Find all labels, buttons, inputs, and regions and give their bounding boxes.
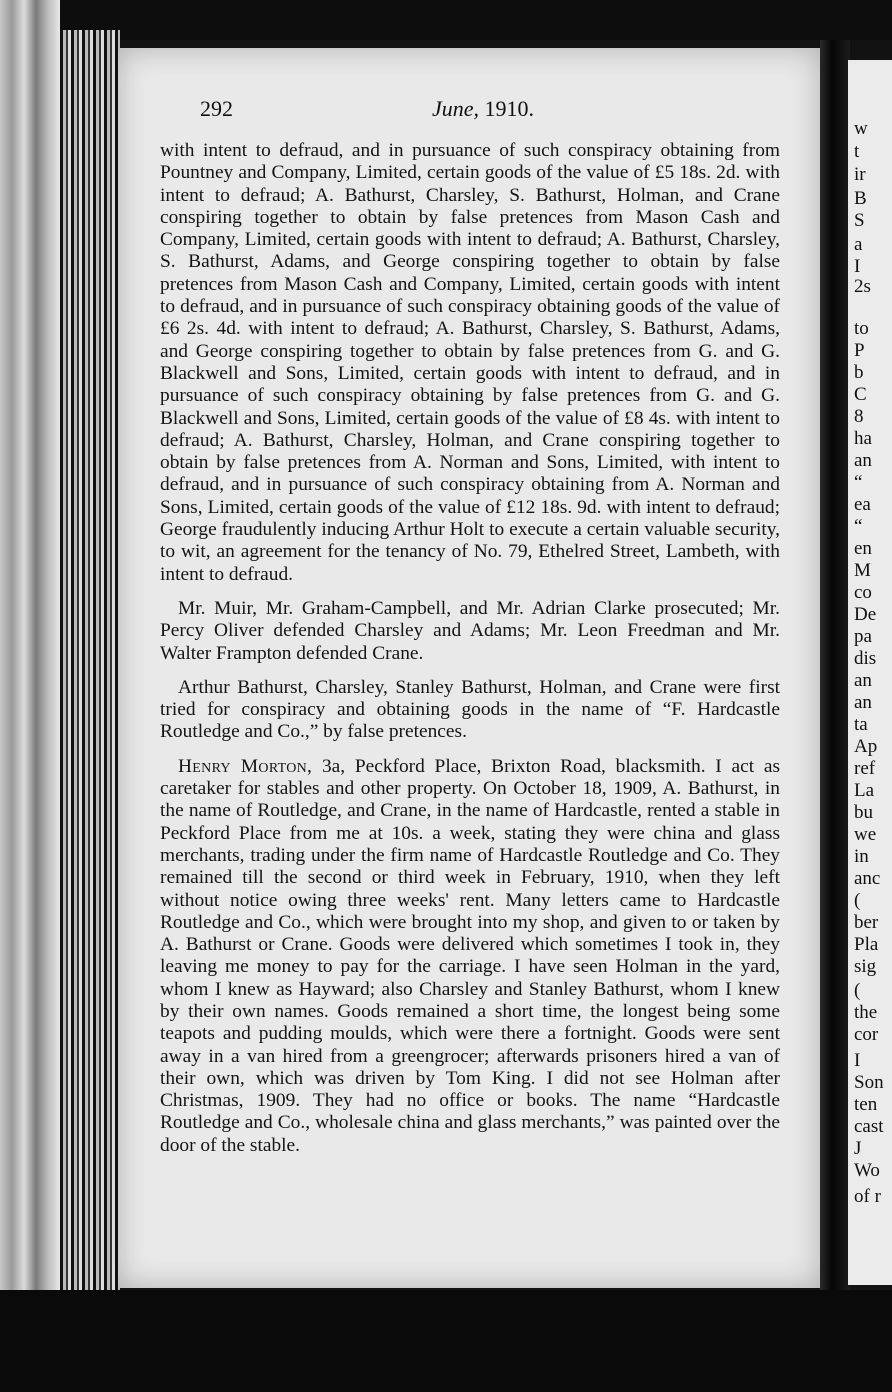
indictment-paragraph: with intent to defraud, and in pursuance of such conspiracy obtaining from Pountney and Company, Limited, certain goods of the value of £5 18s. 2d. with intent to defraud; A. Bathurst, Charsley, S. Bathurst, Holman, and Crane conspiring together to obtain by false pretences from Mason Cash and Company, Limited, certain goods with intent to defraud; A. Bathurst, Charsley, S. Bathurst, Adams, and George conspiring together to obtain by false pretences from Mason Cash and Company, Limited, certain goods with intent to defraud, and in pursuance of such conspiracy obtaining goods of the value of £6 2s. 4d. with intent to defraud; A. Bathurst, Charsley, S. Bathurst, Adams, and George conspiring together to obtain by false pretences from G. and G. Blackwell and Sons, Limited, certain goods with intent to defraud, and in pursuance of such conspiracy obtaining by false pretences from G. and G. Blackwell and Sons, Limited, certain goods of the value of £8 4s. with intent to defraud; A. Bathurst, Charsley, Holman, and Crane conspiring together to obtain by false pretences from A. Norman and Sons, Limited, with intent to defraud, and in pursuance of such conspiracy obtaining from A. Norman and Sons, Limited, certain goods of the value of £12 18s. 9d. with intent to defraud; George fraudulently inducing Arthur Holt to execute a certain valuable security, to wit, an agreement for the tenancy of No. 79, Ethelred Street, Lambeth, with intent to defraud. [160, 140, 780, 585]
trial-paragraph: Arthur Bathurst, Charsley, Stanley Bathurst, Holman, and Crane were first tried for conspiracy and obtaining goods in the name of “F. Hardcastle Routledge and Co.,” by false pretences. [160, 676, 780, 743]
right-page-fragment: ref [854, 758, 876, 779]
right-page-fragment: the [854, 1002, 878, 1023]
right-page-fragment: t [854, 141, 860, 162]
right-page-fragment: ( [854, 980, 861, 1001]
right-page-fragment: 2s [854, 276, 871, 297]
right-page-fragment: cast [854, 1116, 884, 1137]
right-page-fragment: I [854, 1050, 861, 1071]
book-edge [0, 0, 60, 1300]
book-gutter [820, 40, 850, 1290]
running-head-year: 1910. [484, 96, 535, 121]
right-page-fragment: to [854, 318, 869, 339]
right-page-fragment: Wo [854, 1160, 880, 1181]
right-page-fragment: M [854, 560, 871, 581]
page-header [200, 96, 760, 126]
witness-testimony: 3a, Peckford Place, Brixton Road, blacksmith. I act as caretaker for stables and other property. On October 18, 1909, A. Bathurst, in the name of Routledge, and Crane, in the name of Hardcastle, rented a stable in Peckford Place from me at 10s. a week, stating they were china and glass merchants, trading under the firm name of Hardcastle Routledge and Co. They remained till the second or third week in February, 1910, when they left without notice owing three weeks' rent. Many letters came to Hardcastle Routledge and Co., which were brought into my shop, and given to or taken by A. Bathurst or Crane. Goods were delivered which sometimes I took in, they leaving me money to pay for the carriage. I have seen Holman in the yard, whom I knew as Hayward; also Charsley and Stanley Bathurst, whom I knew by their own names. Goods remained a short time, the longest being some teapots and pudding moulds, which were there a fortnight. Goods were sent away in a van hired from a greengrocer; afterwards prisoners hired a van of their own, which was driven by Tom King. I did not see Holman after Christmas, 1909. They had no office or books. The name “Hardcastle Routledge and Co., wholesale china and glass merchants,” was painted over the door of the stable. [160, 755, 780, 1156]
right-page-fragment: Son [854, 1072, 884, 1093]
right-page-fragment: en [854, 538, 872, 559]
right-page-fragment: of r [854, 1186, 881, 1207]
right-page-fragment: anc [854, 868, 881, 889]
right-page-fragment: 8 [854, 406, 864, 427]
witness-paragraph [160, 756, 780, 1157]
top-shadow [0, 0, 892, 40]
right-page-fragment: a [854, 234, 863, 255]
right-page-fragment: ber [854, 912, 879, 933]
right-page-fragment: w [854, 118, 868, 139]
right-page-fragment: De [854, 604, 877, 625]
right-page-fragment: an [854, 450, 872, 471]
right-page-fragment: ta [854, 714, 868, 735]
running-head-month: June, [432, 96, 480, 121]
page-number: 292 [200, 96, 233, 121]
right-page-fragment: “ [854, 472, 863, 493]
right-page-fragment: b [854, 362, 864, 383]
bottom-shadow [0, 1290, 892, 1392]
right-page [848, 60, 892, 1285]
right-page-fragment: co [854, 582, 872, 603]
right-page-fragment: in [854, 846, 869, 867]
witness-name: Henry Morton, [178, 755, 313, 777]
right-page-fragment: P [854, 340, 865, 361]
right-page-fragment: ha [854, 428, 872, 449]
right-page-fragment: pa [854, 626, 872, 647]
right-page-fragment: B [854, 188, 867, 209]
running-head [432, 96, 534, 122]
right-page-fragment: cor [854, 1024, 879, 1045]
right-page-fragment: I [854, 256, 861, 277]
right-page-fragment: an [854, 670, 872, 691]
right-page-fragment: Pla [854, 934, 879, 955]
page-body [160, 140, 780, 1157]
counsel-paragraph: Mr. Muir, Mr. Graham-Campbell, and Mr. Adrian Clarke prosecuted; Mr. Percy Oliver defended Charsley and Adams; Mr. Leon Freedman and Mr. Walter Frampton defended Crane. [160, 597, 780, 664]
right-page-fragment: Ap [854, 736, 878, 757]
right-page-fragment: ea [854, 494, 871, 515]
right-page-fragment: La [854, 780, 875, 801]
right-page-fragment: ir [854, 164, 866, 185]
right-page-fragment: dis [854, 648, 877, 669]
right-page-fragment: “ [854, 516, 863, 537]
right-page-fragment: we [854, 824, 877, 845]
right-page-fragment: sig [854, 956, 877, 977]
right-page-fragment: an [854, 692, 872, 713]
right-page-fragment: J [854, 1138, 862, 1159]
page-edges [60, 30, 120, 1290]
right-page-fragment: C [854, 384, 867, 405]
right-page-fragment: ( [854, 890, 861, 911]
right-page-fragment: S [854, 210, 865, 231]
right-page-fragment: ten [854, 1094, 878, 1115]
right-page-fragment: bu [854, 802, 873, 823]
